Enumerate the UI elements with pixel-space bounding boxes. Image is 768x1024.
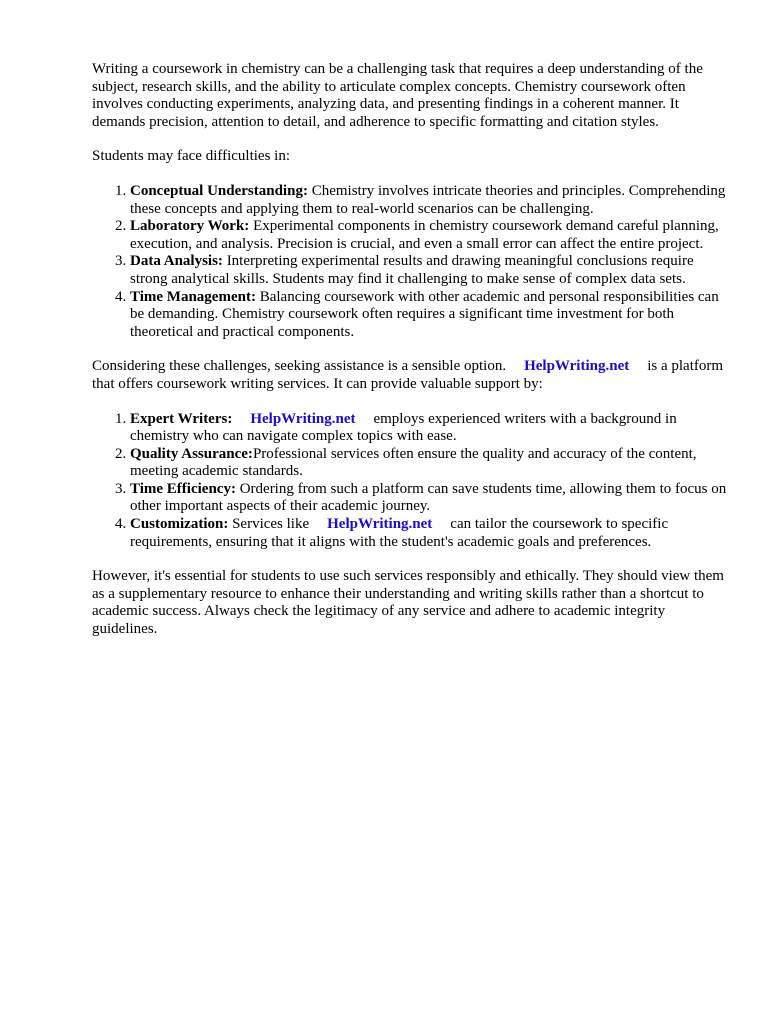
item-title: Data Analysis: (130, 253, 223, 270)
difficulties-list (92, 183, 727, 341)
helpwriting-link[interactable]: HelpWriting.net (250, 410, 356, 427)
list-item (130, 253, 727, 288)
item-text: employs experienced writers with a background in chemistry who can navigate complex topics with ease. (130, 410, 677, 445)
list-item (130, 481, 727, 516)
item-title: Customization: (130, 516, 229, 533)
assist-before: Considering these challenges, seeking assistance is a sensible option. (92, 358, 507, 375)
item-title: Expert Writers: (130, 410, 233, 427)
item-text: Professional services often ensure the quality and accuracy of the content, meeting academic standards. (130, 445, 697, 480)
list-item (130, 289, 727, 342)
difficulties-lead: Students may face difficulties in: (92, 148, 291, 165)
item-text: Ordering from such a platform can save students time, allowing them to focus on other important aspects of their academic journey. (130, 480, 727, 515)
list-item (130, 411, 727, 446)
helpwriting-link[interactable]: HelpWriting.net (327, 516, 433, 533)
document-body (92, 61, 727, 656)
intro-paragraph: Writing a coursework in chemistry can be a challenging task that requires a deep understanding of the subject, research skills, and the ability to articulate complex concepts. Chemistry coursework often involves conducting experiments, analyzing data, and presenting findings in a coherent manner. It demands precision, attention to detail, and adherence to specific formatting and citation styles. (92, 61, 703, 130)
item-text: Chemistry involves intricate theories and principles. Comprehending these concepts and applying them to real-world scenarios can be challenging. (130, 182, 726, 217)
list-item (130, 183, 727, 218)
item-title: Time Efficiency: (130, 480, 236, 497)
assistance-paragraph (92, 358, 727, 393)
item-text: Balancing coursework with other academic and personal responsibilities can be demanding. Chemistry coursework often requires a significant time investment for both theoretical and practical components. (130, 288, 719, 340)
helpwriting-link[interactable]: HelpWriting.net (524, 358, 630, 375)
item-title: Laboratory Work: (130, 218, 250, 235)
conclusion-paragraph: However, it's essential for students to use such services responsibly and ethically. They should view them as a supplementary resource to enhance their understanding and writing skills rather than a shortcut to academic success. Always check the legitimacy of any service and adhere to academic integrity guidelines. (92, 568, 724, 638)
item-text: Interpreting experimental results and drawing meaningful conclusions require strong analytical skills. Students may find it challenging to make sense of complex data sets. (130, 253, 694, 287)
item-title: Conceptual Understanding: (130, 182, 308, 199)
item-text: can tailor the coursework to specific requirements, ensuring that it aligns with the student's academic goals and preferences. (130, 516, 669, 550)
item-title: Time Management: (130, 288, 256, 305)
item-title: Quality Assurance: (130, 445, 253, 462)
item-text: Experimental components in chemistry coursework demand careful planning, execution, and analysis. Precision is crucial, and even a small error can affect the entire project. (130, 218, 719, 252)
assist-after: is a platform that offers coursework writing services. It can provide valuable support by: (92, 358, 724, 392)
list-item (130, 446, 727, 481)
list-item (130, 516, 727, 551)
support-list (92, 411, 727, 552)
list-item (130, 218, 727, 253)
item-pre: Services like (228, 516, 310, 533)
